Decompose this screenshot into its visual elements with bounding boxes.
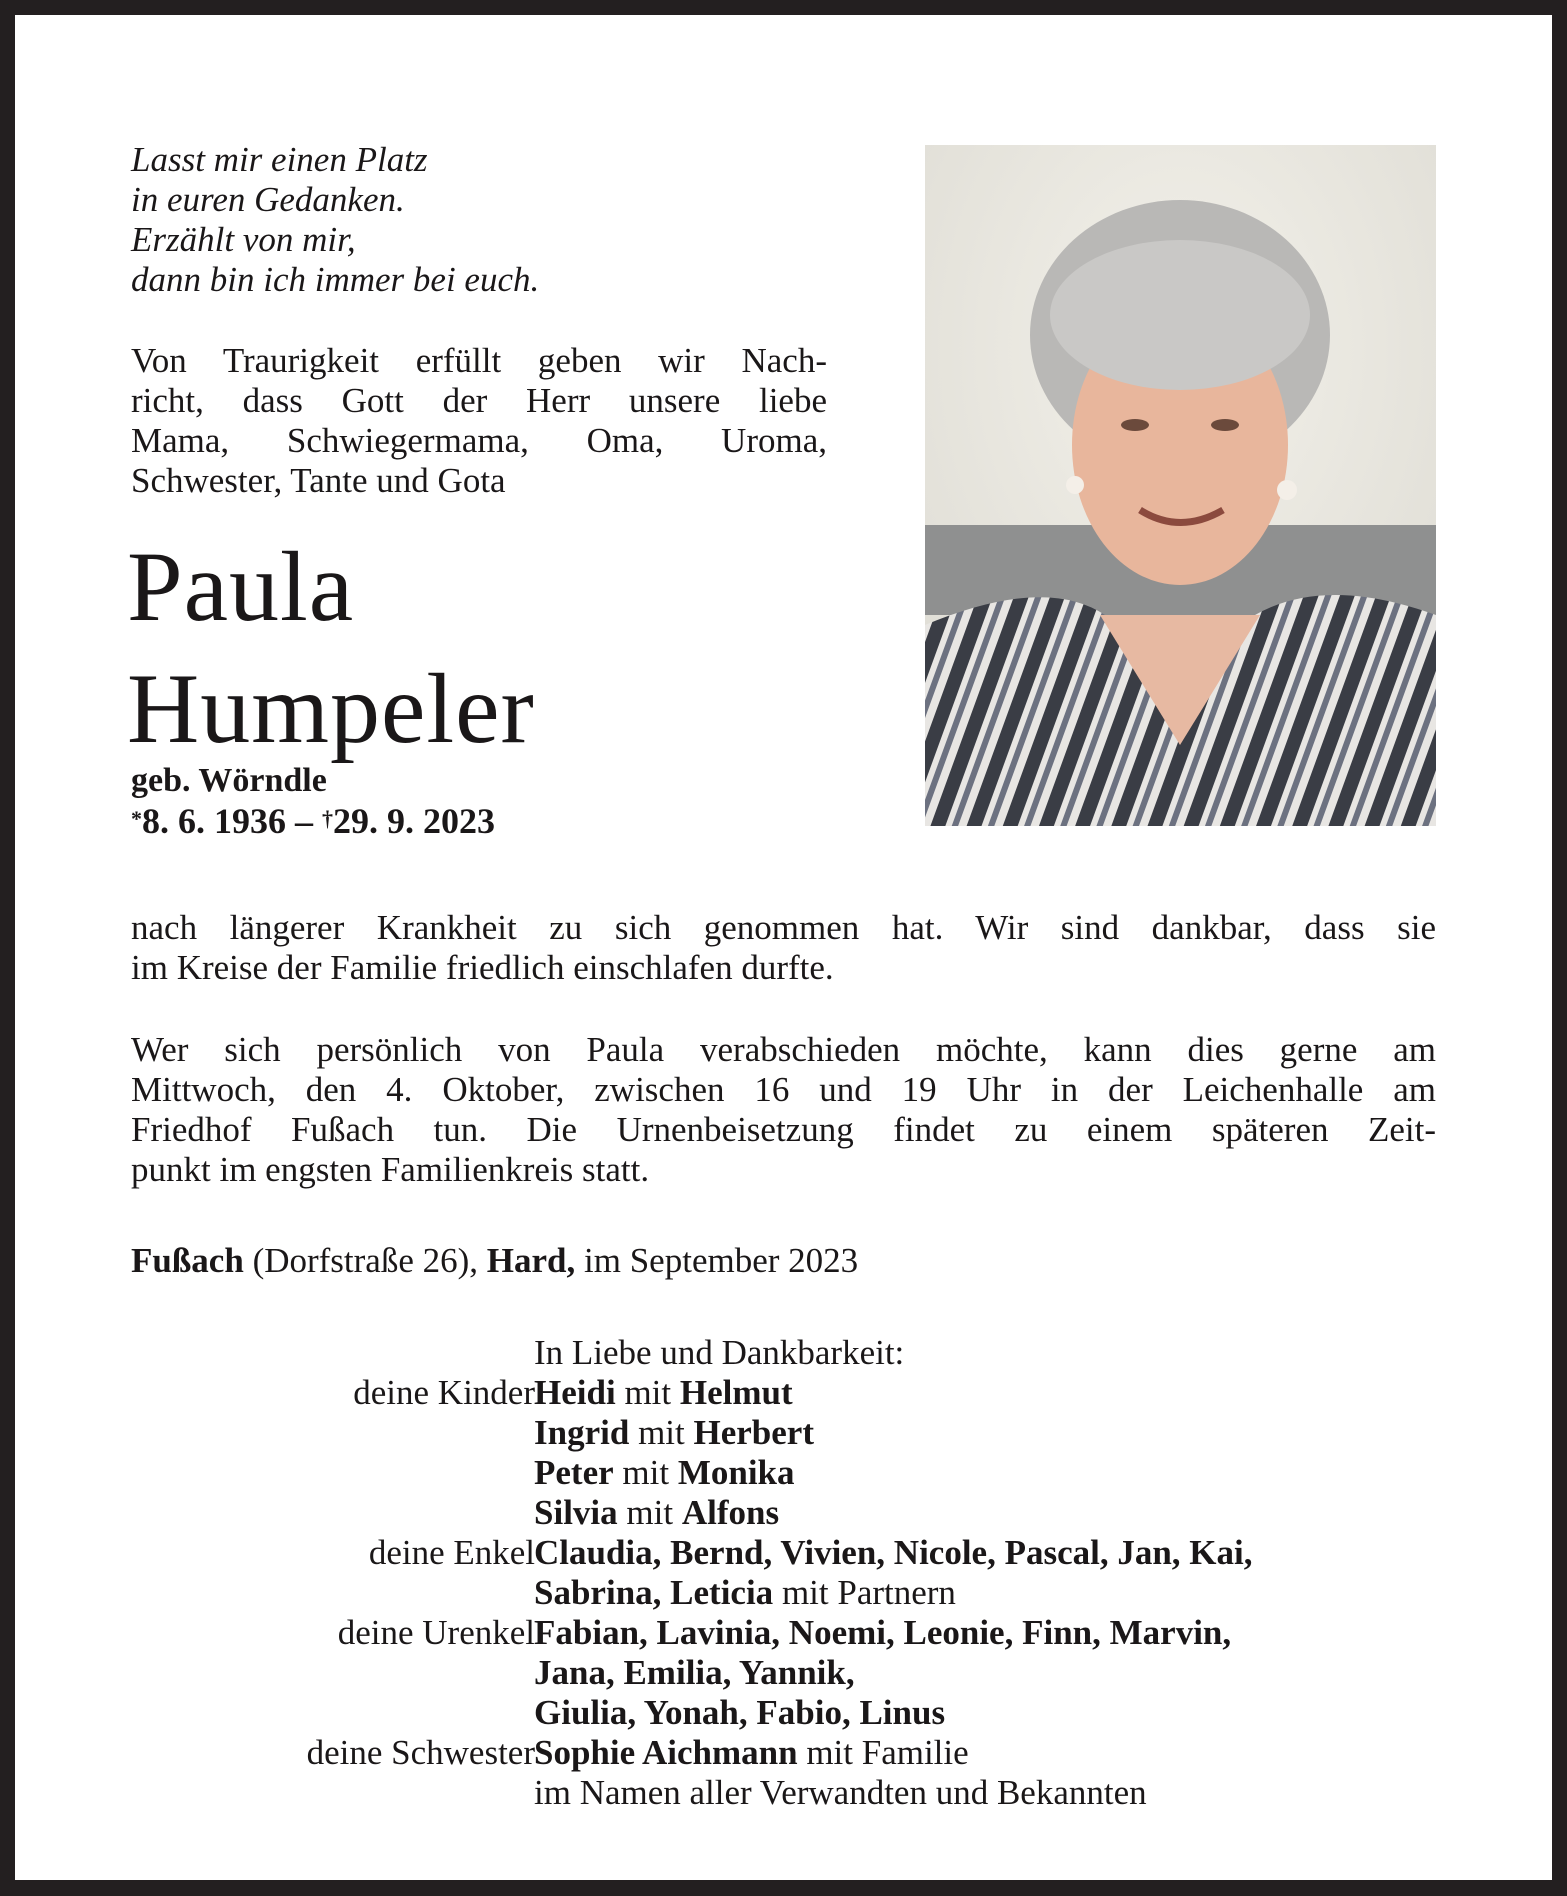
poem-line: dann bin ich immer bei euch.	[131, 260, 540, 299]
poem-line: Lasst mir einen Platz	[131, 140, 428, 179]
family-entry: Heidi mit Helmut	[534, 1373, 793, 1412]
paragraph-line: punkt im engsten Familienkreis statt.	[131, 1150, 650, 1189]
paragraph-death-notice	[131, 908, 1436, 988]
family-list	[15, 1333, 1552, 1813]
relation-label: deine Enkel	[368, 1533, 535, 1572]
family-entry: Fabian, Lavinia, Noemi, Leonie, Finn, Marvin,	[534, 1613, 1232, 1652]
poem-line: Erzählt von mir,	[131, 220, 356, 259]
family-entry: Jana, Emilia, Yannik,	[534, 1653, 855, 1692]
intro-text	[131, 341, 827, 501]
birth-date: 8. 6. 1936	[142, 801, 286, 841]
family-entry: Sophie Aichmann mit Familie	[534, 1733, 969, 1772]
family-heading: In Liebe und Dankbarkeit:	[534, 1333, 905, 1372]
death-date: 29. 9. 2023	[333, 801, 495, 841]
family-entry: Ingrid mit Herbert	[534, 1413, 814, 1452]
first-name: Paula	[127, 531, 355, 642]
paragraph-line: im Kreise der Familie friedlich einschlafen durfte.	[131, 948, 834, 987]
paragraph-line: nach längerer Krankheit zu sich genommen hat. Wir sind dankbar, dass sie	[131, 908, 1436, 947]
paragraph-line: Wer sich persönlich von Paula verabschieden möchte, kann dies gerne am	[131, 1030, 1436, 1069]
portrait-photo	[925, 145, 1436, 826]
intro-line: richt, dass Gott der Herr unsere liebe	[131, 381, 827, 420]
place-date	[131, 1241, 858, 1281]
family-entry: Silvia mit Alfons	[534, 1493, 780, 1532]
paragraph-line: Mittwoch, den 4. Oktober, zwischen 16 und 19 Uhr in der Leichenhalle am	[131, 1070, 1436, 1109]
address: (Dorfstraße 26),	[243, 1241, 487, 1280]
date: im September 2023	[575, 1241, 859, 1280]
life-dates	[131, 801, 495, 841]
date-separator: –	[286, 801, 322, 841]
poem	[131, 140, 539, 300]
born-symbol: *	[131, 806, 142, 831]
family-entry: Giulia, Yonah, Fabio, Linus	[534, 1693, 946, 1732]
town: Hard,	[486, 1241, 576, 1280]
obituary-card	[15, 15, 1552, 1880]
paragraph-line: Friedhof Fußach tun. Die Urnenbeisetzung findet zu einem späteren Zeit-	[131, 1110, 1436, 1149]
death-symbol: †	[322, 806, 333, 831]
relation-label: deine Schwester	[306, 1733, 535, 1772]
intro-line: Schwester, Tante und Gota	[131, 461, 506, 500]
intro-line: Mama, Schwiegermama, Oma, Uroma,	[131, 421, 827, 460]
family-entry: Peter mit Monika	[534, 1453, 795, 1492]
family-entry: Claudia, Bernd, Vivien, Nicole, Pascal, Jan, Kai,	[534, 1533, 1253, 1572]
poem-line: in euren Gedanken.	[131, 180, 405, 219]
last-name: Humpeler	[127, 653, 535, 764]
intro-line: Von Traurigkeit erfüllt geben wir Nach-	[131, 341, 827, 380]
birth-name: geb. Wörndle	[131, 762, 327, 799]
family-entry: Sabrina, Leticia mit Partnern	[534, 1573, 956, 1612]
paragraph-farewell	[131, 1030, 1436, 1190]
town: Fußach	[131, 1241, 244, 1280]
closing-line: im Namen aller Verwandten und Bekannten	[534, 1773, 1147, 1812]
relation-label: deine Kinder	[353, 1373, 535, 1412]
relation-label: deine Urenkel	[337, 1613, 535, 1652]
